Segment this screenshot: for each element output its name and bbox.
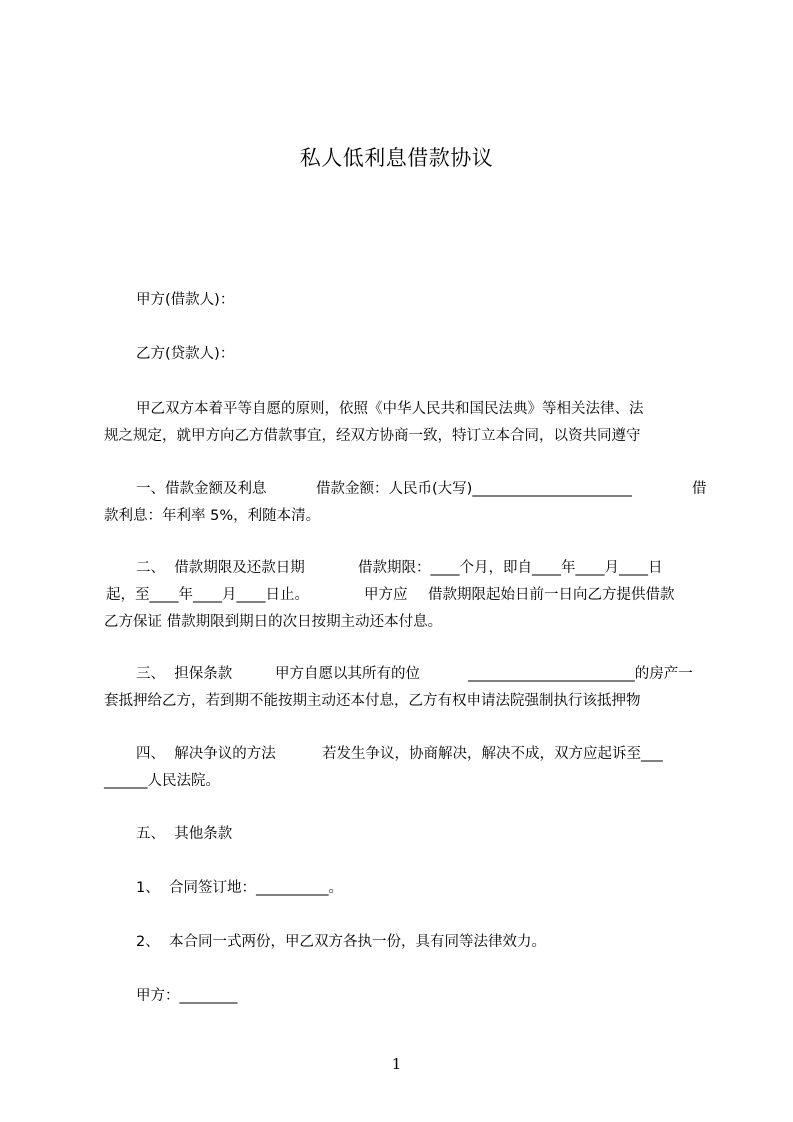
signature-party-a: 甲方：________	[136, 988, 238, 1004]
section-1-amount: 借款金额：人民币(大写)______________________	[316, 481, 632, 497]
section-4-text: 若发生争议，协商解决，解决不成，双方应起诉至___	[322, 746, 663, 762]
section-5-heading: 五、 其他条款	[136, 826, 233, 842]
section-3-text: 甲方自愿以其所有的位	[275, 666, 420, 682]
section-1-wrap: 借	[692, 481, 707, 497]
section-5-item-1: 1、 合同签订地：__________。	[136, 880, 343, 896]
section-2-term: 借款期限：____个月，即自____年____月____日	[358, 560, 663, 576]
party-b-line: 乙方(贷款人)：	[136, 346, 235, 362]
section-2-heading: 二、 借款期限及还款日期	[136, 560, 305, 576]
section-4-court: ______人民法院。	[104, 773, 220, 789]
section-3-mortgage: 套抵押给乙方，若到期不能按期主动还本付息，乙方有权申请法院强制执行该抵押物	[104, 693, 641, 709]
intro-line-2: 规之规定，就甲方向乙方借款事宜，经双方协商一致，特订立本合同，以资共同遵守	[104, 428, 641, 444]
page-number: 1	[391, 1055, 402, 1073]
section-2-guarantee: 乙方保证 借款期限到期日的次日按期主动还本付息。	[104, 614, 443, 630]
section-1-interest: 款利息：年利率 5%，利随本清。	[104, 508, 321, 524]
section-3-property: _______________________的房产一	[468, 666, 693, 682]
section-2-provision: 借款期限起始日前一日向乙方提供借款	[428, 587, 675, 603]
intro-line-1: 甲乙双方本着平等自愿的原则，依照《中华人民共和国民法典》等相关法律、法	[136, 401, 644, 417]
section-1-heading: 一、借款金额及利息	[136, 481, 267, 497]
section-4-heading: 四、 解决争议的方法	[136, 746, 276, 762]
section-3-heading: 三、 担保条款	[136, 666, 233, 682]
section-2-party-a: 甲方应	[364, 587, 408, 603]
section-5-item-2: 2、 本合同一式两份，甲乙双方各执一份，具有同等法律效力。	[136, 934, 546, 950]
document-title: 私人低利息借款协议	[299, 146, 494, 170]
party-a-line: 甲方(借款人)：	[136, 292, 235, 308]
section-2-dates: 起，至____年____月____日止。	[106, 587, 309, 603]
